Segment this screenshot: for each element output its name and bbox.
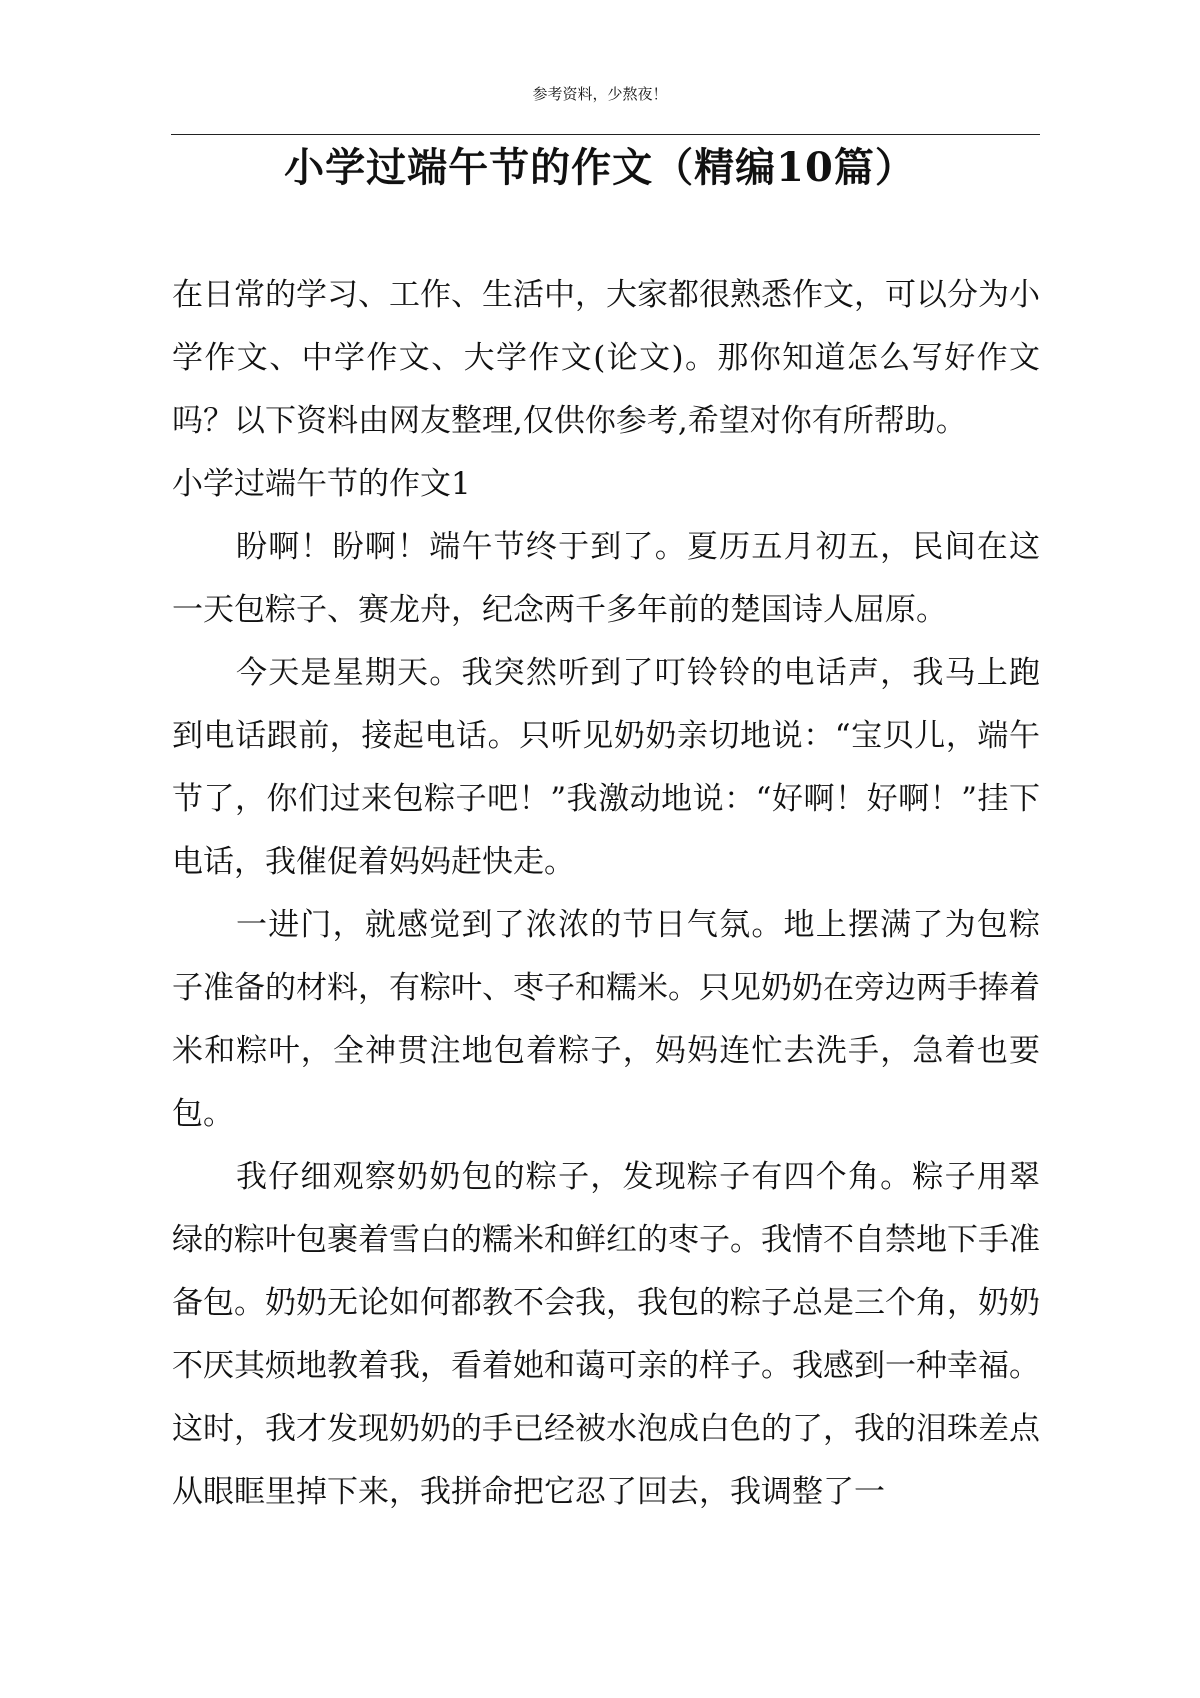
body-paragraph-3: 一进门，就感觉到了浓浓的节日气氛。地上摆满了为包粽子准备的材料，有粽叶、枣子和糯米。只见奶奶在旁边两手捧着米和粽叶，全神贯注地包着粽子，妈妈连忙去洗手，急着也要包。 (172, 907, 1040, 1132)
intro-paragraph: 在日常的学习、工作、生活中，大家都很熟悉作文，可以分为小学作文、中学作文、大学作文(论文)。那你知道怎么写好作文吗？以下资料由网友整理,仅供你参考,希望对你有所帮助。 (172, 277, 1040, 439)
document-body (172, 264, 1040, 1524)
section-heading: 小学过端午节的作文1 (172, 466, 471, 502)
document-title: 小学过端午节的作文（精编10篇） (284, 144, 916, 191)
body-paragraph-4: 我仔细观察奶奶包的粽子，发现粽子有四个角。粽子用翠绿的粽叶包裹着雪白的糯米和鲜红的枣子。我情不自禁地下手准备包。奶奶无论如何都教不会我，我包的粽子总是三个角，奶奶不厌其烦地教着我，看着她和蔼可亲的样子。我感到一种幸福。这时，我才发现奶奶的手已经被水泡成白色的了，我的泪珠差点从眼眶里掉下来，我拼命把它忍了回去，我调整了一 (172, 1159, 1040, 1510)
body-paragraph-2: 今天是星期天。我突然听到了叮铃铃的电话声，我马上跑到电话跟前，接起电话。只听见奶奶亲切地说：“宝贝儿，端午节了，你们过来包粽子吧！”我激动地说：“好啊！好啊！”挂下电话，我催促着妈妈赶快走。 (172, 655, 1040, 880)
header-divider (171, 134, 1040, 135)
body-paragraph-1: 盼啊！盼啊！端午节终于到了。夏历五月初五，民间在这一天包粽子、赛龙舟，纪念两千多年前的楚国诗人屈原。 (172, 529, 1040, 628)
page-header: 参考资料，少熬夜！ (532, 85, 668, 103)
